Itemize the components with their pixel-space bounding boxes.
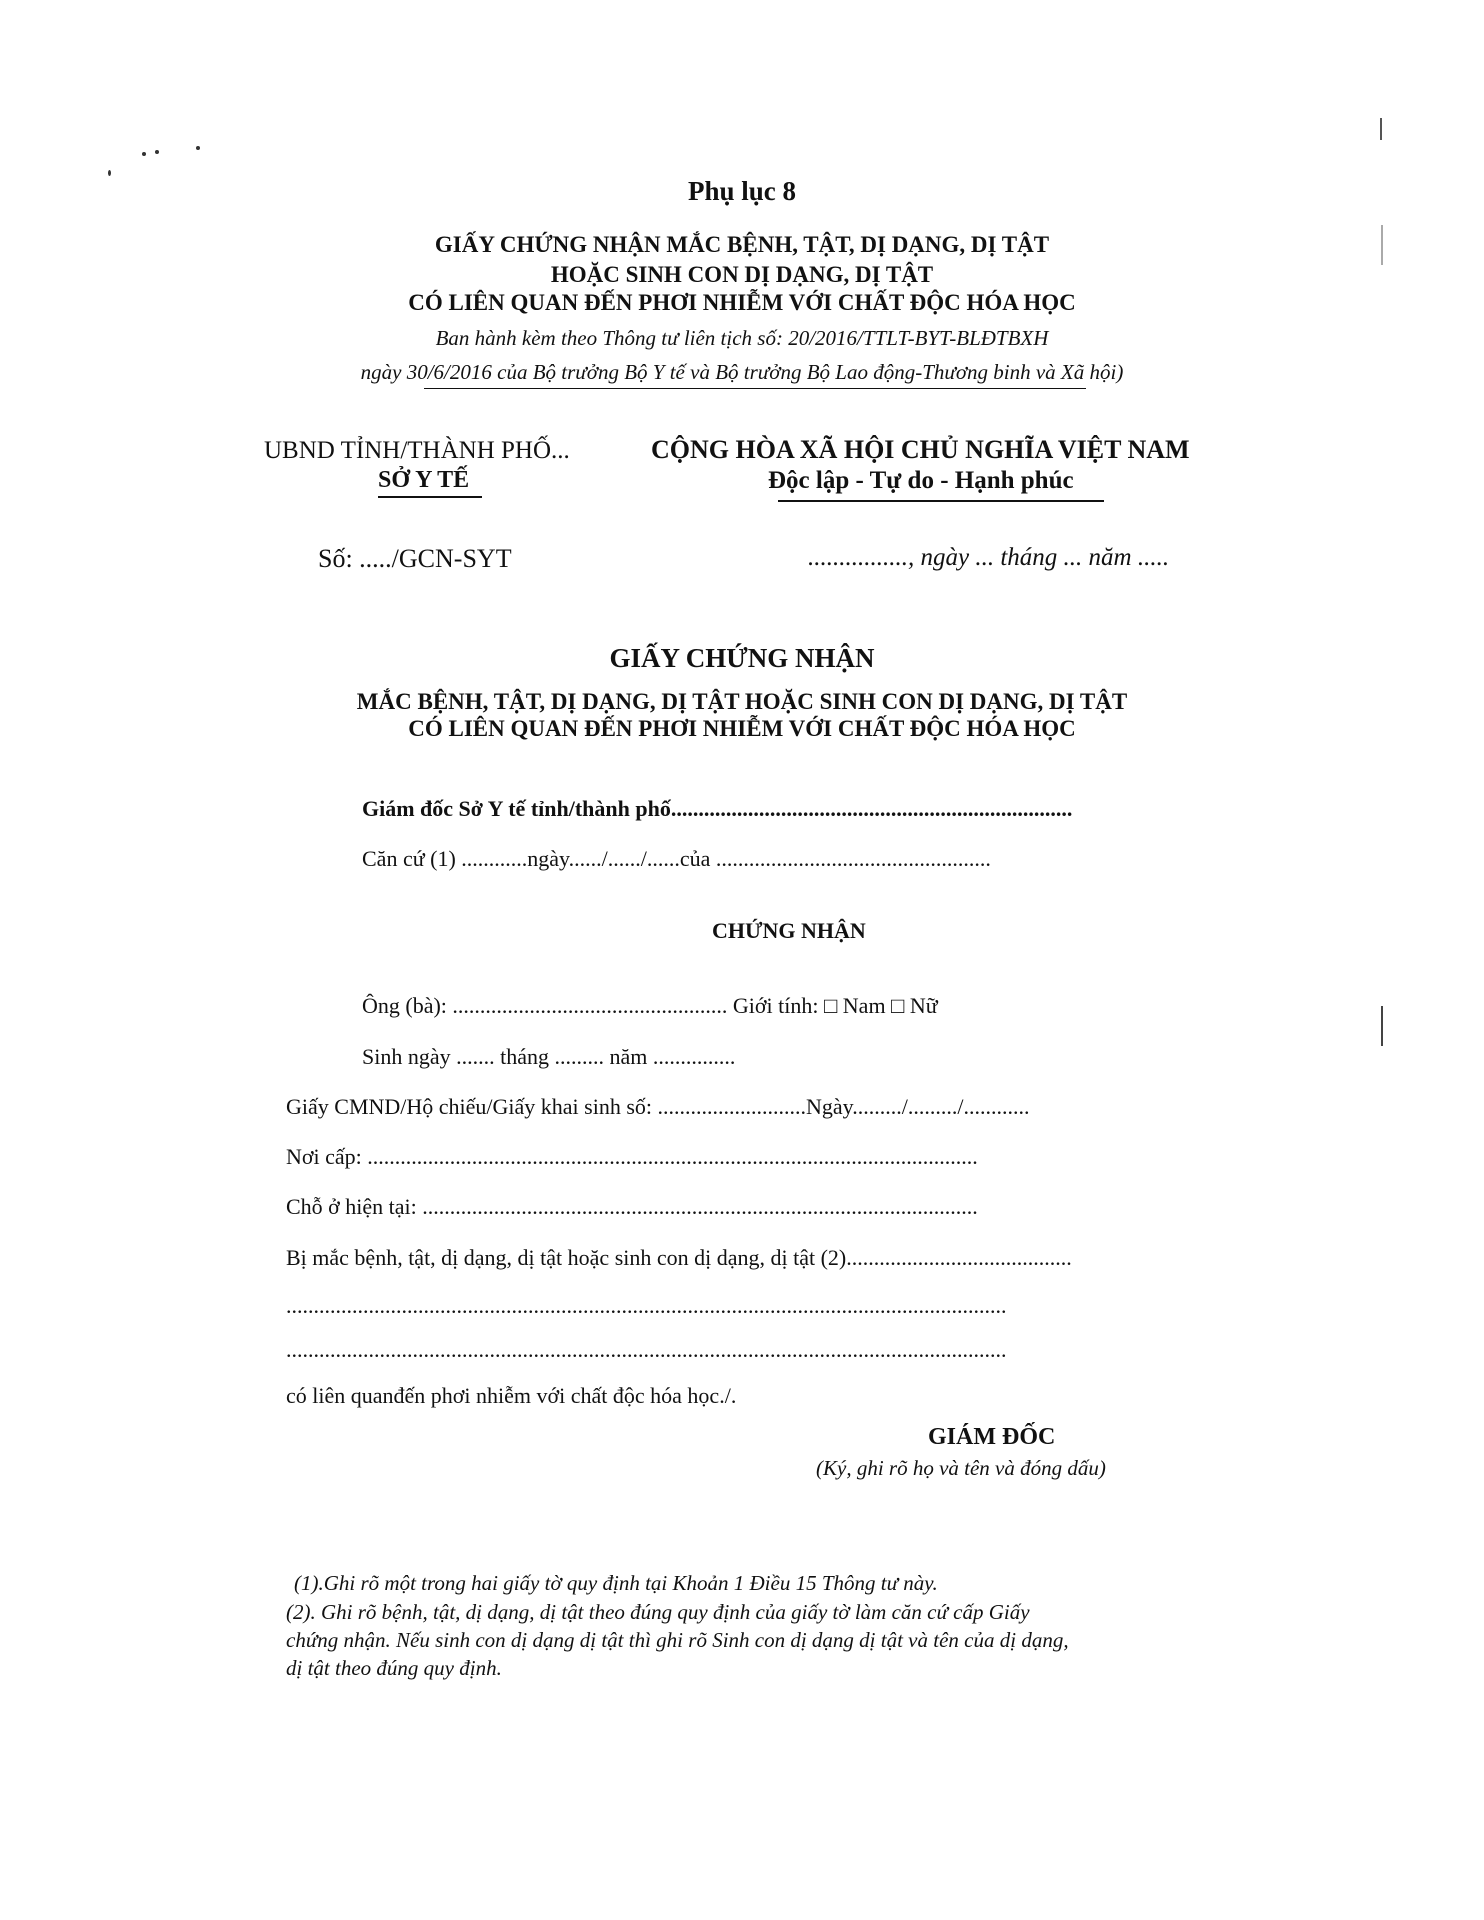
- header-title-line-3: CÓ LIÊN QUAN ĐẾN PHƠI NHIỄM VỚI CHẤT ĐỘC HÓA HỌC: [408, 290, 1076, 315]
- header-title-line-1: GIẤY CHỨNG NHẬN MẮC BỆNH, TẬT, DỊ DẠNG, DỊ TẬT: [434, 232, 1050, 257]
- issued-with-line-2: ngày 30/6/2016 của Bộ trưởng Bộ Y tế và Bộ trưởng Bộ Lao động-Thương binh và Xã hội): [360, 360, 1124, 384]
- field-condition: Bị mắc bệnh, tật, dị dạng, dị tật hoặc sinh con dị dạng, dị tật (2).........................................: [286, 1245, 1072, 1270]
- document-date: ................, ngày ... tháng ... năm .....: [808, 544, 1170, 571]
- scan-mark: [1381, 1006, 1383, 1046]
- footnote-2-line-1: (2). Ghi rõ bệnh, tật, dị dạng, dị tật theo đúng quy định của giấy tờ làm căn cứ cấp Giấy: [286, 1600, 1030, 1624]
- national-underline: [778, 500, 1104, 502]
- document-number: Số: ...../GCN-SYT: [318, 544, 512, 573]
- issuer-line-1: UBND TỈNH/THÀNH PHỐ...: [264, 437, 570, 464]
- field-issue-place: Nơi cấp: ...............................................................................................................: [286, 1144, 978, 1169]
- appendix-title: Phụ lục 8: [687, 176, 797, 206]
- issuer-line-2: SỞ Y TẾ: [378, 467, 470, 493]
- signature-note: (Ký, ghi rõ họ và tên và đóng dấu): [816, 1456, 1106, 1480]
- field-blank-line: ...................................................................................................................................: [286, 1337, 1007, 1362]
- national-line-2: Độc lập - Tự do - Hạnh phúc: [768, 467, 1074, 494]
- issued-with-line-1: Ban hành kèm theo Thông tư liên tịch số: 20/2016/TTLT-BYT-BLĐTBXH: [435, 326, 1049, 350]
- field-id-document: Giấy CMND/Hộ chiếu/Giấy khai sinh số: ...........................Ngày........./........./............: [286, 1094, 1030, 1119]
- scan-speck: [196, 146, 200, 150]
- header-title-line-2: HOẶC SINH CON DỊ DẠNG, DỊ TẬT: [550, 262, 934, 287]
- field-blank-line: ...................................................................................................................................: [286, 1293, 1007, 1318]
- scan-speck: [142, 152, 146, 156]
- document-subtitle-line-2: CÓ LIÊN QUAN ĐẾN PHƠI NHIỄM VỚI CHẤT ĐỘC HÓA HỌC: [408, 716, 1076, 741]
- footnote-2-line-2: chứng nhận. Nếu sinh con dị dạng dị tật thì ghi rõ Sinh con dị dạng dị tật và tên của dị dạng,: [286, 1628, 1069, 1652]
- national-line-1: CỘNG HÒA XÃ HỘI CHỦ NGHĨA VIỆT NAM: [651, 435, 1190, 464]
- document-title: GIẤY CHỨNG NHẬN: [609, 643, 875, 673]
- director-line: Giám đốc Sở Y tế tỉnh/thành phố.........................................................................: [362, 796, 1073, 821]
- closing-line: có liên quanđến phơi nhiễm với chất độc hóa học./.: [286, 1383, 737, 1408]
- scan-speck: [155, 150, 159, 154]
- field-residence: Chỗ ở hiện tại: .....................................................................................................: [286, 1194, 978, 1219]
- field-name-gender: Ông (bà): .................................................. Giới tính: □ Nam □ Nữ: [362, 993, 938, 1018]
- field-birth-date: Sinh ngày ....... tháng ......... năm ...............: [362, 1044, 736, 1069]
- basis-line: Căn cứ (1) ............ngày....../....../......của ..................................................: [362, 846, 991, 871]
- issuer-underline: [378, 496, 482, 498]
- certify-heading: CHỨNG NHẬN: [712, 918, 866, 943]
- issued-with-underline: [424, 388, 1086, 389]
- scan-mark: [1380, 118, 1382, 140]
- signature-title: GIÁM ĐỐC: [928, 1424, 1056, 1450]
- document-subtitle-line-1: MẮC BỆNH, TẬT, DỊ DẠNG, DỊ TẬT HOẶC SINH CON DỊ DẠNG, DỊ TẬT: [356, 689, 1128, 714]
- footnote-2-line-3: dị tật theo đúng quy định.: [286, 1656, 502, 1680]
- footnote-1: (1).Ghi rõ một trong hai giấy tờ quy định tại Khoản 1 Điều 15 Thông tư này.: [294, 1571, 938, 1595]
